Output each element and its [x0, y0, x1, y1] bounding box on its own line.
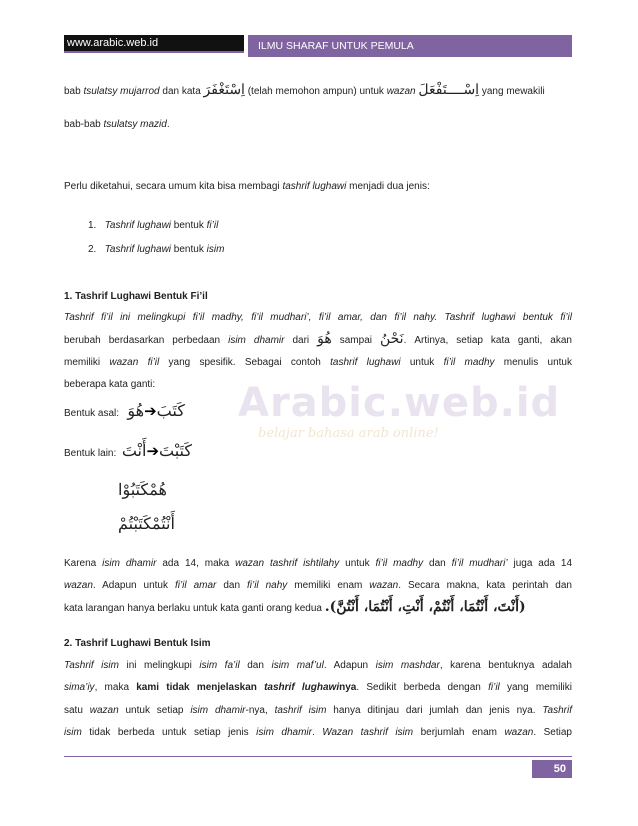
section-1-line-1: Tashrif fi’il ini melingkupi fi’il madhy, fi’il mudhari’, fi’il amar, dan fi’il nahy. Tashrif lughawi bentuk fi’il [64, 312, 572, 323]
arabic-verb: كَتَبَ [156, 401, 185, 420]
paragraph-3-line-2: wazan. Adapun untuk fi’il amar dan fi’il nahy memiliki enam wazan. Secara makna, kata perintah dan [64, 580, 572, 591]
paragraph-2: Perlu diketahui, secara umum kita bisa membagi tashrif lughawi menjadi dua jenis: [64, 181, 430, 192]
arabic-word: اِسْتَغْفَرَ [203, 82, 245, 98]
section-2-line-4: isim tidak berbeda untuk setiap jenis isim dhamir. Wazan tashrif isim berjumlah enam wazan. Setiap [64, 727, 572, 738]
example-antum [118, 512, 318, 536]
arabic-verb: كَتَبُوْا [118, 480, 150, 499]
arabic-wazan: اِسْــــتَفْعَلَ [418, 82, 480, 98]
book-title: ILMU SHARAF UNTUK PEMULA [248, 35, 572, 57]
footer-divider [64, 756, 572, 757]
watermark-logo-text: Arabic.web.id [238, 380, 561, 426]
arabic-verb: كَتَبْتُمْ [118, 514, 152, 533]
arrow-icon: ➔ [146, 443, 160, 460]
page-number: 50 [532, 760, 572, 778]
example-hum [118, 478, 318, 502]
paragraph-3-line-3: kata larangan hanya berlaku untuk kata ganti orang kedua (أَنْتَ، أَنْتُمَا، أَنْتُمْ، أَنْتِ، أَنْتُمَا، أَنْتُنَّ). [64, 599, 526, 615]
list-item: 1. Tashrif lughawi bentuk fi’il [88, 220, 219, 231]
example-bentuk-lain: Bentuk lain: كَتَبْتَ➔أَنْتَ [64, 441, 192, 460]
section-1-heading: 1. Tashrif Lughawi Bentuk Fi’il [64, 291, 208, 302]
page-header [64, 35, 572, 57]
header-divider [64, 51, 244, 53]
arrow-icon: ➔ [144, 403, 157, 420]
list-item: 2. Tashrif lughawi bentuk isim [88, 244, 225, 255]
paragraph-1-line-2: bab-bab tsulatsy mazid. [64, 119, 170, 130]
arabic-pronoun: أَنْتَ [121, 441, 147, 460]
arabic-pronoun: هُمْ [149, 480, 167, 499]
example-bentuk-asal: Bentuk asal: كَتَبَ➔هُوَ [64, 401, 185, 420]
arabic-pronoun-list: (أَنْتَ، أَنْتُمَا، أَنْتُمْ، أَنْتِ، أَنْتُمَا، أَنْتُنَّ). [324, 599, 526, 615]
section-2-line-3: satu wazan untuk setiap isim dhamir-nya, tashrif isim hanya ditinjau dari jumlah dan jenis nya. Tashrif [64, 705, 573, 716]
paragraph-1-line-1: bab tsulatsy mujarrod dan kata اِسْتَغْفَرَ (telah memohon ampun) untuk wazan اِسْــــتَفْعَلَ yang mewakili [64, 82, 545, 98]
watermark-tagline: belajar bahasa arab online! [258, 426, 439, 441]
site-url: www.arabic.web.id [64, 35, 244, 51]
section-2-line-1: Tashrif isim ini melingkupi isim fa’il dan isim maf’ul. Adapun isim mashdar, karena bentuknya adalah [64, 660, 572, 671]
arabic-pronoun: أَنْتُمْ [151, 514, 175, 533]
section-1-line-2: berubah berdasarkan perbedaan isim dhamir dari هُوَ sampai نَحْنُ. Artinya, setiap kata ganti, akan [64, 331, 572, 347]
section-2-heading: 2. Tashrif Lughawi Bentuk Isim [64, 638, 211, 649]
arabic-pronoun: هُوَ [127, 401, 145, 420]
arabic-verb: كَتَبْتَ [159, 441, 192, 460]
section-2-line-2: sima’iy, maka kami tidak menjelaskan tashrif lughawinya. Sedikit berbeda dengan fi’il yang memiliki [64, 682, 573, 693]
section-1-line-3: memiliki wazan fi’il yang spesifik. Sebagai contoh tashrif lughawi untuk fi’il madhy menulis untuk [64, 357, 572, 368]
section-1-line-4: beberapa kata ganti: [64, 379, 156, 390]
paragraph-3-line-1: Karena isim dhamir ada 14, maka wazan tashrif ishtilahy untuk fi’il madhy dan fi’il mudhari’ juga ada 14 [64, 558, 573, 569]
